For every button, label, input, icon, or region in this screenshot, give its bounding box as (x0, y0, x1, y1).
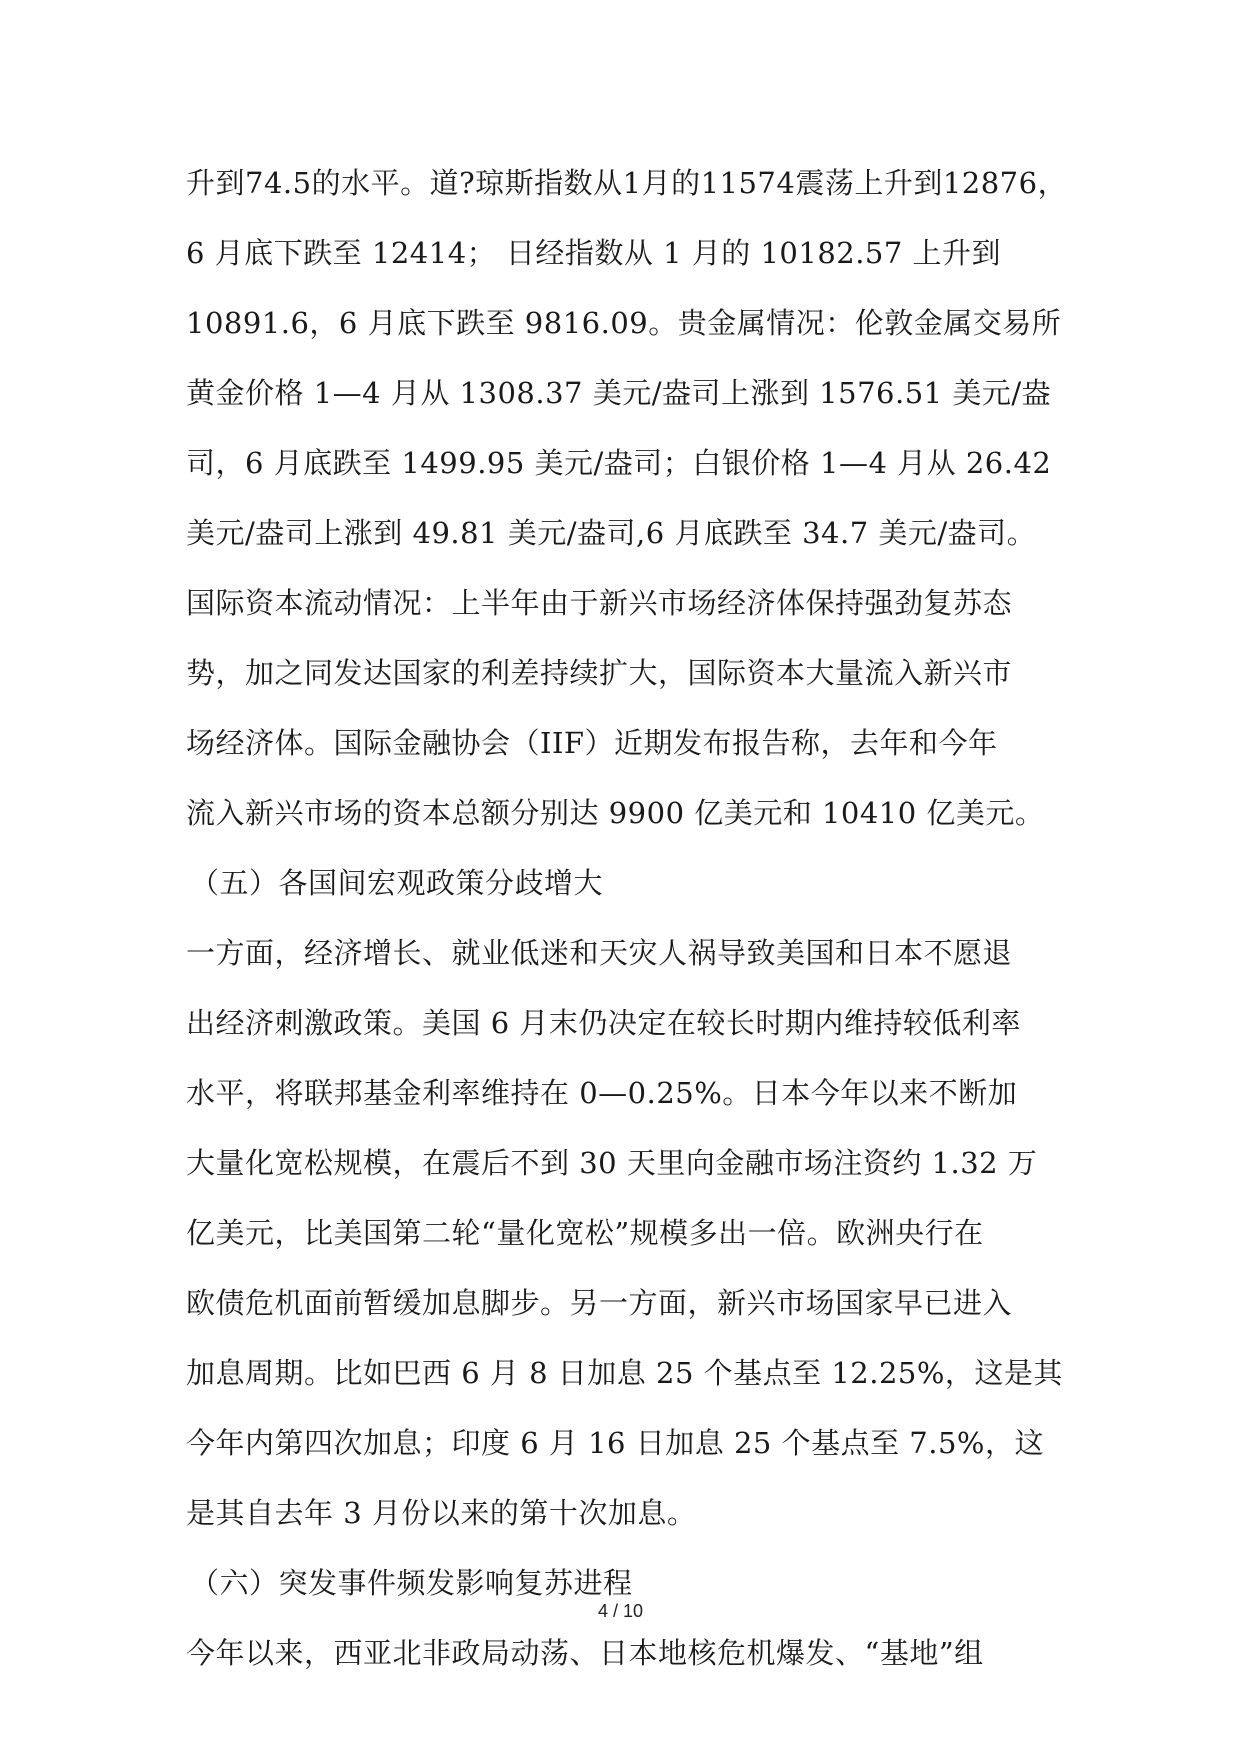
text-line: 势，加之同发达国家的利差持续扩大，国际资本大量流入新兴市 (186, 656, 1013, 690)
section-heading: （五）各国间宏观政策分歧增大 (190, 866, 604, 900)
section-heading: （六）突发事件频发影响复苏进程 (190, 1566, 633, 1600)
text-line: 出经济刺激政策。美国 6 月末仍决定在较长时期内维持较低利率 (186, 1006, 1021, 1040)
text-line: 欧债危机面前暂缓加息脚步。另一方面，新兴市场国家早已进入 (186, 1286, 1013, 1320)
text-line: 加息周期。比如巴西 6 月 8 日加息 25 个基点至 12.25%，这是其 (186, 1356, 1063, 1390)
text-line: 亿美元，比美国第二轮“量化宽松”规模多出一倍。欧洲央行在 (186, 1216, 984, 1250)
text-line: 国际资本流动情况：上半年由于新兴市场经济体保持强劲复苏态 (186, 586, 1013, 620)
text-line: 是其自去年 3 月份以来的第十次加息。 (186, 1496, 697, 1530)
body-text (186, 148, 1068, 1688)
text-line: 黄金价格 1—4 月从 1308.37 美元/盎司上涨到 1576.51 美元/盎 (186, 376, 1052, 410)
text-line: 今年以来，西亚北非政局动荡、日本地核危机爆发、“基地”组 (186, 1636, 984, 1670)
text-line: 大量化宽松规模，在震后不到 30 天里向金融市场注资约 1.32 万 (186, 1146, 1038, 1180)
page-number: 4 / 10 (597, 1601, 644, 1621)
text-line: 美元/盎司上涨到 49.81 美元/盎司,6 月底跌至 34.7 美元/盎司。 (186, 516, 1037, 550)
text-line: 水平，将联邦基金利率维持在 0—0.25%。日本今年以来不断加 (186, 1076, 1018, 1110)
text-line: 10891.6，6 月底下跌至 9816.09。贵金属情况：伦敦金属交易所 (186, 306, 1062, 340)
text-line: 6 月底下跌至 12414； 日经指数从 1 月的 10182.57 上升到 (186, 236, 1002, 270)
text-line: 今年内第四次加息；印度 6 月 16 日加息 25 个基点至 7.5%，这 (186, 1426, 1044, 1460)
text-line: 司，6 月底跌至 1499.95 美元/盎司；白银价格 1—4 月从 26.42 (186, 446, 1052, 480)
text-line: 升到74.5的水平。道?琼斯指数从1月的11574震荡上升到12876， (186, 166, 1068, 200)
text-line: 流入新兴市场的资本总额分别达 9900 亿美元和 10410 亿美元。 (186, 796, 1045, 830)
text-line: 一方面，经济增长、就业低迷和天灾人祸导致美国和日本不愿退 (186, 936, 1013, 970)
text-line: 场经济体。国际金融协会（IIF）近期发布报告称，去年和今年 (186, 726, 998, 760)
